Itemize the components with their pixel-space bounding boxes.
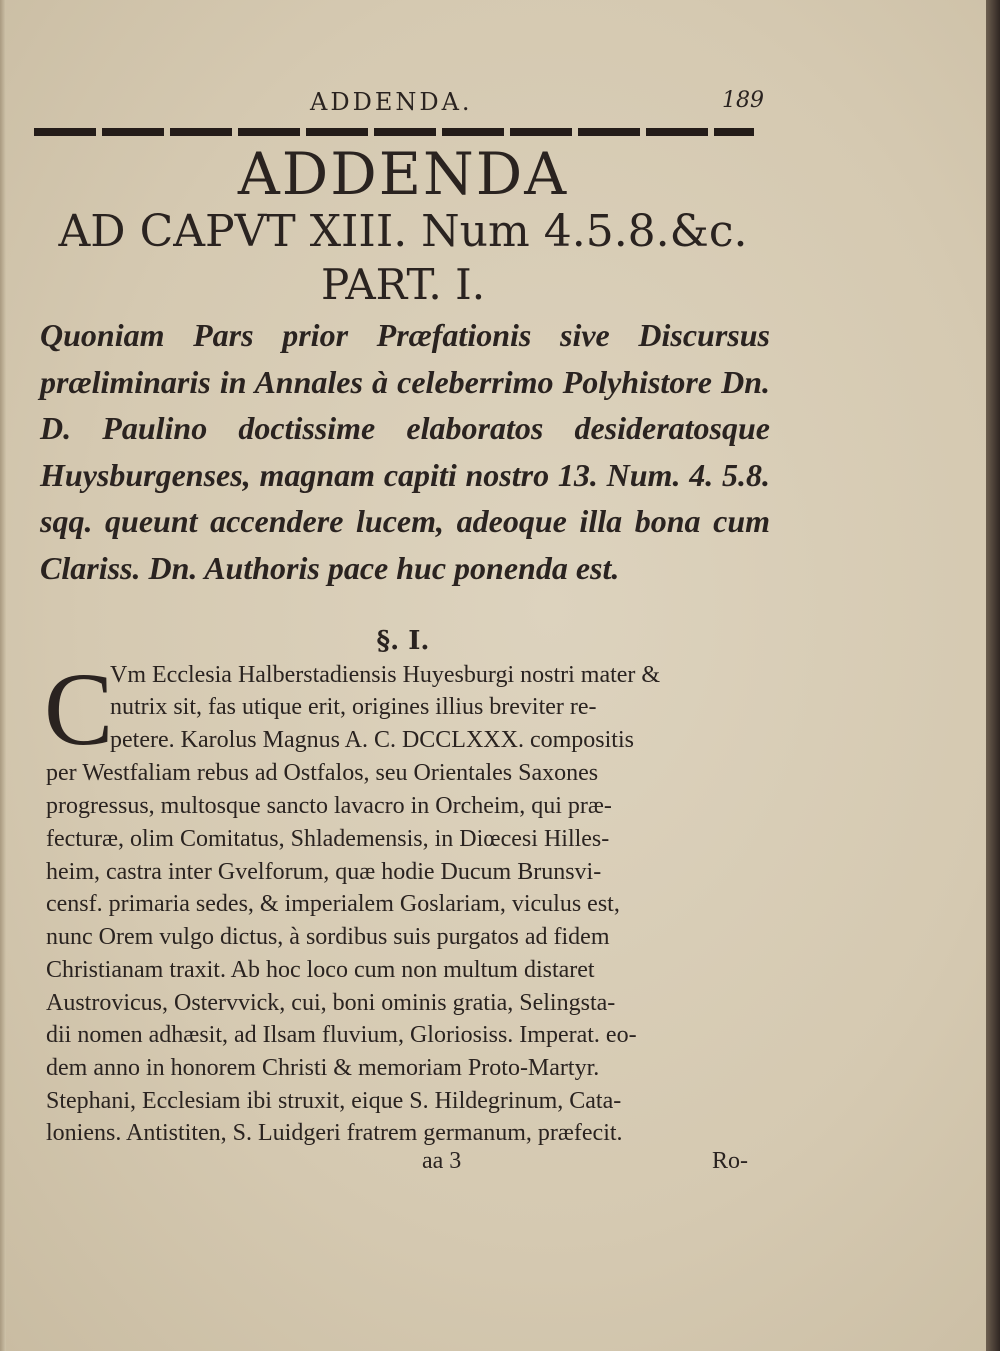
running-head: ADDENDA. [310, 88, 473, 116]
body-line: nutrix sit, fas utique erit, origines illius breviter re- [110, 694, 597, 720]
page-right-edge [986, 0, 1000, 1351]
body-line: Vm Ecclesia Halberstadiensis Huyesburgi nostri mater & [110, 662, 661, 688]
drop-cap: C [44, 652, 114, 767]
body-line: nunc Orem vulgo dictus, à sordibus suis purgatos ad fidem [46, 924, 610, 950]
header-rule [34, 128, 754, 136]
body-line: petere. Karolus Magnus A. C. DCCLXXX. compositis [110, 727, 634, 753]
body-line: fecturæ, olim Comitatus, Shlademensis, in Diœcesi Hilles- [46, 826, 610, 852]
body-line: Christianam traxit. Ab hoc loco cum non multum distaret [46, 957, 595, 983]
part-title: PART. I. [320, 260, 486, 309]
sub-title: AD CAPVT XIII. Num 4.5.8.&c. [58, 206, 748, 257]
main-title: ADDENDA [237, 140, 569, 208]
body-line: loniens. Antistiten, S. Luidgeri fratrem germanum, præfecit. [46, 1120, 623, 1146]
section-mark: §. I. [376, 626, 430, 656]
body-line: dem anno in honorem Christi & memoriam Proto-Martyr. [46, 1055, 600, 1081]
signature-mark: aa 3 [422, 1148, 462, 1174]
body-line: dii nomen adhæsit, ad Ilsam fluvium, Gloriosiss. Imperat. eo- [46, 1022, 637, 1048]
body-line: heim, castra inter Gvelforum, quæ hodie Ducum Brunsvi- [46, 859, 602, 885]
body-line: per Westfaliam rebus ad Ostfalos, seu Orientales Saxones [46, 760, 599, 786]
page-number: 189 [722, 88, 764, 113]
body-line: Stephani, Ecclesiam ibi struxit, eique S. Hildegrinum, Cata- [46, 1088, 622, 1114]
intro-paragraph: Quoniam Pars prior Præfationis sive Discursus præliminaris in Annales à celeberrimo Polyhistore Dn. D. Paulino doctissime elaboratos desideratosque Huysburgenses, magnam capiti nostro 13. Num. 4. 5.8. sqq. queunt accendere lucem, adeoque illa bona cum Clariss. Dn. Authoris pace huc ponenda est. [40, 317, 770, 586]
body-line: censf. primaria sedes, & imperialem Goslariam, viculus est, [46, 891, 620, 917]
body-line: Austrovicus, Ostervvick, cui, boni ominis gratia, Selingsta- [46, 990, 616, 1016]
catchword: Ro- [712, 1148, 748, 1174]
body-line: progressus, multosque sancto lavacro in Orcheim, qui præ- [46, 793, 612, 819]
